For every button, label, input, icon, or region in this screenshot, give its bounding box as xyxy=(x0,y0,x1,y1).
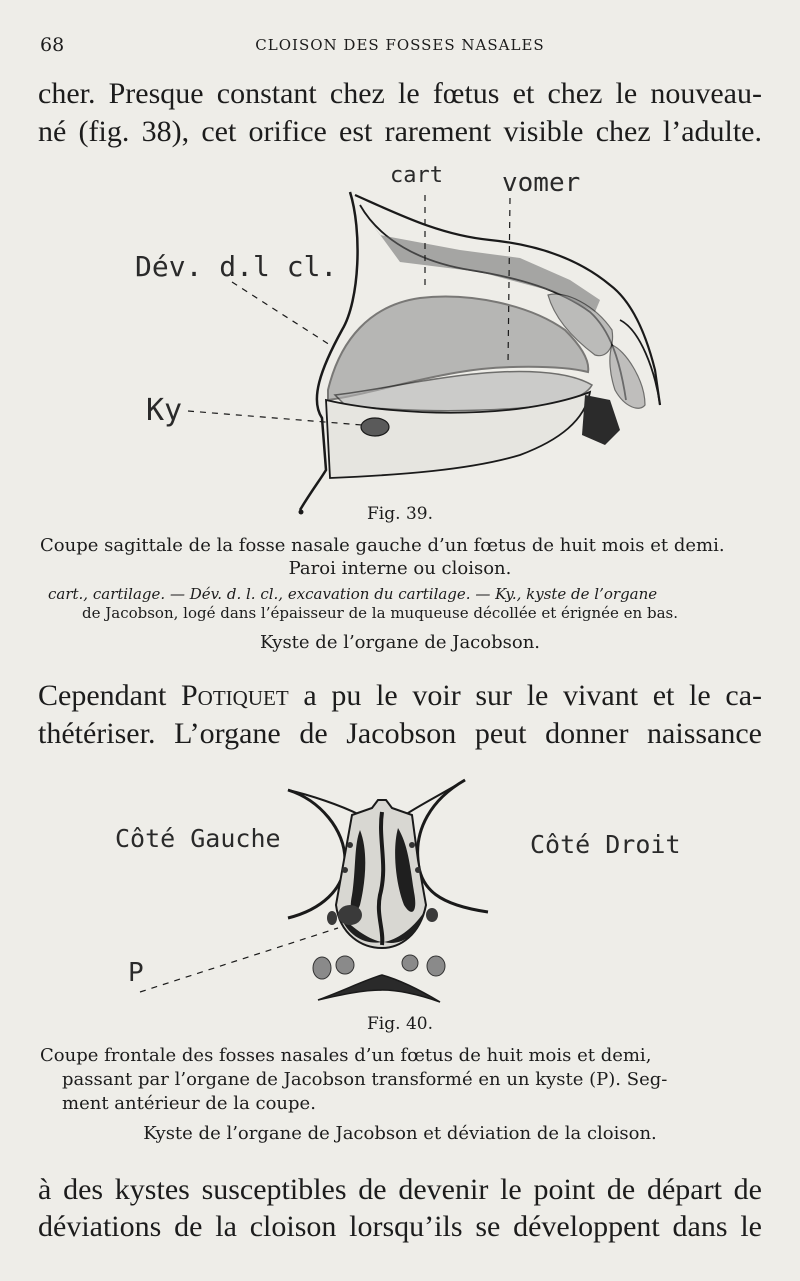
fig40-caption-line1: Coupe frontale des fosses nasales d’un fœtus de huit mois et demi, xyxy=(40,1045,652,1066)
fig40-label: Fig. 40. xyxy=(367,1014,433,1034)
fig39-caption-line2: Paroi interne ou cloison. xyxy=(288,558,512,579)
fig39-legend-line2: de Jacobson, logé dans l’épaisseur de la muqueuse décollée et érignée en bas. xyxy=(82,604,678,622)
fig39-label-ky: Ky xyxy=(146,393,183,428)
fig39-subtitle: Kyste de l’organe de Jacobson. xyxy=(259,632,541,653)
body-line-2: né (fig. 38), cet orifice est rarement visible chez l’adulte. xyxy=(38,115,762,148)
fig40-caption-line2: passant par l’organe de Jacobson transformé en un kyste (P). Seg- xyxy=(62,1069,668,1090)
author-name: Potiquet xyxy=(180,679,289,712)
fig39-label: Fig. 39. xyxy=(367,504,433,524)
fig39-label-vomer: vomer xyxy=(502,168,581,198)
fig39-label-dev: Dév. d.l cl. xyxy=(135,250,338,283)
body-line-4: thétériser. L’organe de Jacobson peut donner naissance xyxy=(38,717,762,750)
body-line-3: Cependant Potiquet a pu le voir sur le vivant et le ca- xyxy=(38,679,763,712)
fig39-label-cart: cart xyxy=(390,163,443,188)
fig40-caption-line3: ment antérieur de la coupe. xyxy=(62,1093,316,1114)
fig39-caption-line1: Coupe sagittale de la fosse nasale gauche d’un fœtus de huit mois et demi. xyxy=(40,535,725,556)
fig40-label-left: Côté Gauche xyxy=(115,824,281,853)
body-line-5: à des kystes susceptibles de devenir le point de départ de xyxy=(38,1173,762,1206)
running-title: CLOISON DES FOSSES NASALES xyxy=(255,36,545,54)
fig39-legend-line1: cart., cartilage. — Dév. d. l. cl., excavation du cartilage. — Ky., kyste de l’organe xyxy=(48,585,658,603)
page-number: 68 xyxy=(40,34,65,56)
fig40-subtitle: Kyste de l’organe de Jacobson et déviation de la cloison. xyxy=(143,1123,657,1144)
body-line-6: déviations de la cloison lorsqu’ils se développent dans le xyxy=(38,1210,762,1243)
fig40-label-right: Côté Droit xyxy=(530,830,681,859)
fig40-label-p: P xyxy=(128,958,144,988)
body-line-1: cher. Presque constant chez le fœtus et chez le nouveau- xyxy=(38,77,762,110)
